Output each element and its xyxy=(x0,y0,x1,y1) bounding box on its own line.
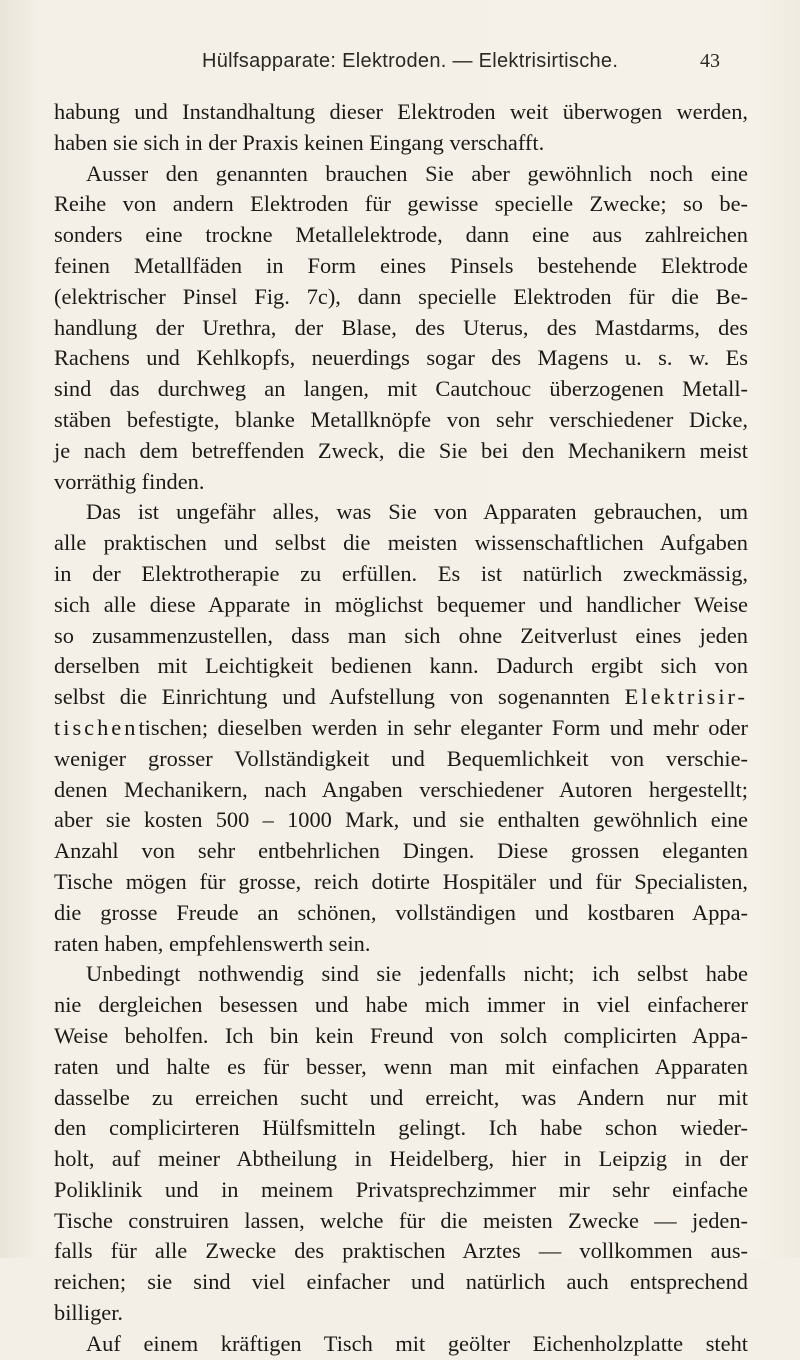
text-line: nie dergleichen besessen und habe mich immer in viel einfacherer xyxy=(54,992,748,1018)
text-line-with-spaced-word xyxy=(54,682,748,713)
text-line: raten haben, empfehlenswerth sein. xyxy=(54,930,371,956)
text-line: Tische construiren lassen, welche für die meisten Zwecke — jeden- xyxy=(54,1207,748,1233)
text-segment: tischen; dieselben werden in sehr eleganter Form und mehr oder xyxy=(138,714,748,740)
text-line: Tische mögen für grosse, reich dotirte Hospitäler und für Specialisten, xyxy=(54,868,748,894)
text-line: Weise beholfen. Ich bin kein Freund von solch complicirten Appa- xyxy=(54,1022,748,1048)
text-line: holt, auf meiner Abtheilung in Heidelberg, hier in Leipzig in der xyxy=(54,1146,748,1172)
text-line: feinen Metallfäden in Form eines Pinsels bestehende Elektrode xyxy=(54,252,748,278)
page-header xyxy=(0,50,800,80)
text-line: (elektrischer Pinsel Fig. 7c), dann specielle Elektroden für die Be- xyxy=(54,283,748,309)
text-line: sonders eine trockne Metallelektrode, dann eine aus zahlreichen xyxy=(54,222,748,248)
text-line: Rachens und Kehlkopfs, neuerdings sogar des Magens u. s. w. Es xyxy=(54,345,748,371)
text-line: Ausser den genannten brauchen Sie aber gewöhnlich noch eine xyxy=(86,160,748,186)
text-line: falls für alle Zwecke des praktischen Arztes — vollkommen aus- xyxy=(54,1238,748,1264)
text-line: reichen; sie sind viel einfacher und natürlich auch entsprechend xyxy=(54,1269,748,1295)
text-line: den complicirteren Hülfsmitteln gelingt. Ich habe schon wieder- xyxy=(54,1115,748,1141)
text-line: die grosse Freude an schönen, vollständigen und kostbaren Appa- xyxy=(54,899,748,925)
text-line: billiger. xyxy=(54,1300,124,1326)
text-line: derselben mit Leichtigkeit bedienen kann. Dadurch ergibt sich von xyxy=(54,653,748,679)
text-line: Anzahl von sehr entbehrlichen Dingen. Diese grossen eleganten xyxy=(54,838,748,864)
text-line: Reihe von andern Elektroden für gewisse specielle Zwecke; so be- xyxy=(54,191,748,217)
spaced-word: tischen xyxy=(54,714,139,740)
text-line: handlung der Urethra, der Blase, des Uterus, des Mastdarms, des xyxy=(54,314,748,340)
text-line: Auf einem kräftigen Tisch mit geölter Eichenholzplatte steht xyxy=(86,1330,748,1356)
text-line: denen Mechanikern, nach Angaben verschiedener Autoren hergestellt; xyxy=(54,776,748,802)
text-line: alle praktischen und selbst die meisten wissenschaftlichen Aufgaben xyxy=(54,530,748,556)
text-line: vorräthig finden. xyxy=(54,468,205,494)
text-line: dasselbe zu erreichen sucht und erreicht, was Andern nur mit xyxy=(54,1084,748,1110)
text-line: weniger grosser Vollständigkeit und Bequemlichkeit von verschie- xyxy=(54,745,748,771)
text-line: Unbedingt nothwendig sind sie jedenfalls nicht; ich selbst habe xyxy=(86,961,748,987)
text-line: Poliklinik und in meinem Privatsprechzimmer mir sehr einfache xyxy=(54,1176,748,1202)
text-line: aber sie kosten 500 – 1000 Mark, und sie enthalten gewöhnlich eine xyxy=(54,807,748,833)
text-line: so zusammenzustellen, dass man sich ohne Zeitverlust eines jeden xyxy=(54,622,748,648)
text-line: stäben befestigte, blanke Metallknöpfe von sehr verschiedener Dicke, xyxy=(54,406,748,432)
text-line: haben sie sich in der Praxis keinen Eingang verschafft. xyxy=(54,129,545,155)
text-line: habung und Instandhaltung dieser Elektroden weit überwogen werden, xyxy=(54,99,748,124)
text-line: sich alle diese Apparate in möglichst bequemer und handlicher Weise xyxy=(54,591,748,617)
text-line: Das ist ungefähr alles, was Sie von Apparaten gebrauchen, um xyxy=(86,499,748,525)
text-line: raten und halte es für besser, wenn man mit einfachen Apparaten xyxy=(54,1053,748,1079)
body-text xyxy=(54,97,748,1360)
text-line: in der Elektrotherapie zu erfüllen. Es ist natürlich zweckmässig, xyxy=(54,560,748,586)
spaced-word: Elektrisir- xyxy=(624,684,748,710)
text-line: sind das durchweg an langen, mit Cautchouc überzogenen Metall- xyxy=(54,376,748,402)
text-line-with-spaced-word xyxy=(54,713,748,744)
page-number: 43 xyxy=(700,50,720,72)
text-segment: selbst die Einrichtung und Aufstellung von sogenannten xyxy=(54,684,610,710)
text-line: je nach dem betreffenden Zweck, die Sie bei den Mechanikern meist xyxy=(54,437,748,463)
running-head: Hülfsapparate: Elektroden. — Elektrisirtische. xyxy=(202,50,619,72)
